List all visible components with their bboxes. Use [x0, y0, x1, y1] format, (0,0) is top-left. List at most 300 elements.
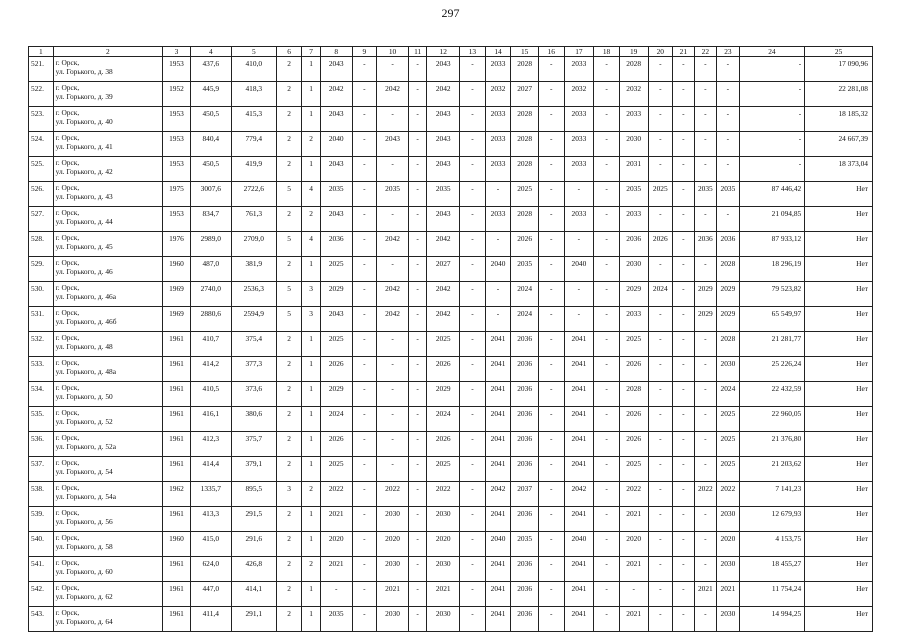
cell-col-23: 2022 — [717, 482, 740, 507]
cell-col-22: 2022 — [694, 482, 717, 507]
cell-col-15: 2028 — [511, 132, 539, 157]
cell-col-8: 2020 — [320, 532, 352, 557]
cell-col-22: 2029 — [694, 307, 717, 332]
cell-col-20: - — [648, 482, 673, 507]
row-number: 527. — [29, 207, 54, 232]
cell-col-23: - — [717, 157, 740, 182]
cell-col-8: - — [320, 582, 352, 607]
cell-col-19: 2030 — [619, 257, 648, 282]
cell-col-11: - — [408, 107, 426, 132]
table-row — [29, 82, 873, 107]
cell-col-18: - — [594, 57, 620, 82]
cell-col-17: - — [564, 282, 594, 307]
cell-col-5: 414,1 — [231, 582, 276, 607]
cell-col-15: 2036 — [511, 582, 539, 607]
cell-col-16: - — [538, 282, 564, 307]
cell-col-13: - — [460, 407, 486, 432]
address-street: ул. Горького, д. 62 — [55, 592, 113, 601]
row-number: 536. — [29, 432, 54, 457]
cell-col-8: 2024 — [320, 407, 352, 432]
cell-col-21: - — [673, 82, 695, 107]
cell-col-16: - — [538, 357, 564, 382]
cell-col-7: 2 — [302, 557, 320, 582]
cell-col-5: 426,8 — [231, 557, 276, 582]
cell-col-8: 2025 — [320, 457, 352, 482]
cell-col-22: - — [694, 357, 717, 382]
cell-col-16: - — [538, 157, 564, 182]
address-city: г. Орск, — [55, 133, 80, 142]
cell-col-17: 2033 — [564, 107, 594, 132]
cell-col-9: - — [352, 507, 377, 532]
table-row — [29, 157, 873, 182]
cell-col-16: - — [538, 482, 564, 507]
cell-col-24: 18 296,19 — [739, 257, 805, 282]
cell-col-10: - — [377, 207, 409, 232]
address-cell — [53, 507, 163, 532]
cell-col-15: 2035 — [511, 532, 539, 557]
cell-col-18: - — [594, 407, 620, 432]
cell-col-9: - — [352, 57, 377, 82]
cell-col-21: - — [673, 182, 695, 207]
row-number: 542. — [29, 582, 54, 607]
cell-col-11: - — [408, 82, 426, 107]
cell-col-22: - — [694, 132, 717, 157]
cell-col-17: - — [564, 182, 594, 207]
cell-col-25: 18 185,32 — [805, 107, 873, 132]
cell-col-5: 418,3 — [231, 82, 276, 107]
cell-col-20: - — [648, 607, 673, 632]
cell-col-7: 1 — [302, 57, 320, 82]
cell-col-8: 2025 — [320, 332, 352, 357]
cell-col-20: - — [648, 257, 673, 282]
table-row — [29, 132, 873, 157]
cell-col-14: 2033 — [485, 132, 511, 157]
cell-col-10: 2042 — [377, 282, 409, 307]
cell-col-24: - — [739, 82, 805, 107]
cell-col-17: 2041 — [564, 332, 594, 357]
table-row — [29, 207, 873, 232]
cell-col-7: 1 — [302, 332, 320, 357]
cell-col-11: - — [408, 457, 426, 482]
table-row — [29, 257, 873, 282]
address-city: г. Орск, — [55, 508, 80, 517]
column-number-row — [29, 47, 873, 57]
cell-col-18: - — [594, 432, 620, 457]
cell-col-19: 2030 — [619, 132, 648, 157]
address-city: г. Орск, — [55, 358, 80, 367]
column-number-9: 9 — [352, 47, 377, 57]
cell-col-4: 3007,6 — [190, 182, 231, 207]
column-number-24: 24 — [739, 47, 805, 57]
cell-col-10: 2021 — [377, 582, 409, 607]
cell-col-13: - — [460, 332, 486, 357]
column-number-7: 7 — [302, 47, 320, 57]
cell-col-8: 2043 — [320, 107, 352, 132]
cell-col-17: 2041 — [564, 382, 594, 407]
cell-col-22: - — [694, 532, 717, 557]
cell-col-4: 437,6 — [190, 57, 231, 82]
address-city: г. Орск, — [55, 608, 80, 617]
cell-col-22: - — [694, 57, 717, 82]
cell-col-9: - — [352, 332, 377, 357]
column-number-19: 19 — [619, 47, 648, 57]
cell-col-7: 2 — [302, 207, 320, 232]
cell-col-23: - — [717, 107, 740, 132]
cell-col-9: - — [352, 432, 377, 457]
column-number-25: 25 — [805, 47, 873, 57]
cell-col-11: - — [408, 57, 426, 82]
cell-col-7: 1 — [302, 407, 320, 432]
cell-col-8: 2026 — [320, 357, 352, 382]
column-number-15: 15 — [511, 47, 539, 57]
cell-col-12: 2043 — [427, 107, 460, 132]
cell-col-24: - — [739, 132, 805, 157]
cell-col-7: 1 — [302, 582, 320, 607]
cell-col-12: 2043 — [427, 207, 460, 232]
cell-col-3: 1976 — [163, 232, 191, 257]
cell-col-19: 2026 — [619, 407, 648, 432]
cell-col-21: - — [673, 307, 695, 332]
cell-col-20: - — [648, 332, 673, 357]
cell-col-16: - — [538, 457, 564, 482]
address-cell — [53, 557, 163, 582]
cell-col-10: 2035 — [377, 182, 409, 207]
cell-col-25: 18 373,04 — [805, 157, 873, 182]
cell-col-4: 445,9 — [190, 82, 231, 107]
cell-col-6: 5 — [276, 232, 302, 257]
cell-col-15: 2036 — [511, 457, 539, 482]
cell-col-4: 487,0 — [190, 257, 231, 282]
cell-col-9: - — [352, 107, 377, 132]
cell-col-24: - — [739, 57, 805, 82]
cell-col-24: 21 203,62 — [739, 457, 805, 482]
cell-col-6: 2 — [276, 82, 302, 107]
cell-col-14: 2041 — [485, 582, 511, 607]
cell-col-21: - — [673, 407, 695, 432]
cell-col-8: 2035 — [320, 607, 352, 632]
cell-col-6: 2 — [276, 382, 302, 407]
cell-col-18: - — [594, 482, 620, 507]
cell-col-17: - — [564, 307, 594, 332]
column-number-5: 5 — [231, 47, 276, 57]
cell-col-17: 2040 — [564, 257, 594, 282]
cell-col-14: 2033 — [485, 207, 511, 232]
address-city: г. Орск, — [55, 533, 80, 542]
address-street: ул. Горького, д. 45 — [55, 242, 113, 251]
cell-col-23: 2030 — [717, 607, 740, 632]
cell-col-15: 2035 — [511, 257, 539, 282]
cell-col-10: 2030 — [377, 507, 409, 532]
address-cell — [53, 482, 163, 507]
cell-col-9: - — [352, 132, 377, 157]
cell-col-10: - — [377, 57, 409, 82]
cell-col-13: - — [460, 582, 486, 607]
address-city: г. Орск, — [55, 108, 80, 117]
cell-col-18: - — [594, 82, 620, 107]
cell-col-24: 18 455,27 — [739, 557, 805, 582]
cell-col-22: - — [694, 457, 717, 482]
cell-col-17: 2032 — [564, 82, 594, 107]
column-number-6: 6 — [276, 47, 302, 57]
cell-col-5: 375,4 — [231, 332, 276, 357]
cell-col-8: 2043 — [320, 57, 352, 82]
cell-col-13: - — [460, 382, 486, 407]
address-cell — [53, 432, 163, 457]
cell-col-14: - — [485, 282, 511, 307]
cell-col-17: 2041 — [564, 507, 594, 532]
cell-col-25: Нет — [805, 557, 873, 582]
cell-col-7: 4 — [302, 182, 320, 207]
cell-col-19: 2035 — [619, 182, 648, 207]
cell-col-9: - — [352, 557, 377, 582]
table-row — [29, 382, 873, 407]
table-row — [29, 307, 873, 332]
cell-col-17: 2033 — [564, 207, 594, 232]
cell-col-21: - — [673, 157, 695, 182]
cell-col-15: 2036 — [511, 332, 539, 357]
column-number-21: 21 — [673, 47, 695, 57]
cell-col-8: 2029 — [320, 382, 352, 407]
cell-col-24: 21 281,77 — [739, 332, 805, 357]
cell-col-24: 21 094,85 — [739, 207, 805, 232]
cell-col-24: - — [739, 107, 805, 132]
cell-col-3: 1953 — [163, 157, 191, 182]
table-row — [29, 332, 873, 357]
cell-col-11: - — [408, 582, 426, 607]
cell-col-25: Нет — [805, 332, 873, 357]
column-number-3: 3 — [163, 47, 191, 57]
address-street: ул. Горького, д. 43 — [55, 192, 113, 201]
address-city: г. Орск, — [55, 558, 80, 567]
cell-col-18: - — [594, 257, 620, 282]
cell-col-24: 87 446,42 — [739, 182, 805, 207]
cell-col-11: - — [408, 507, 426, 532]
cell-col-14: - — [485, 307, 511, 332]
cell-col-8: 2021 — [320, 557, 352, 582]
cell-col-16: - — [538, 557, 564, 582]
cell-col-13: - — [460, 157, 486, 182]
cell-col-5: 291,6 — [231, 532, 276, 557]
cell-col-18: - — [594, 532, 620, 557]
cell-col-18: - — [594, 132, 620, 157]
address-cell — [53, 82, 163, 107]
address-street: ул. Горького, д. 52 — [55, 417, 113, 426]
cell-col-18: - — [594, 507, 620, 532]
address-city: г. Орск, — [55, 433, 80, 442]
cell-col-5: 2594,9 — [231, 307, 276, 332]
cell-col-5: 377,3 — [231, 357, 276, 382]
cell-col-10: 2043 — [377, 132, 409, 157]
cell-col-9: - — [352, 382, 377, 407]
address-city: г. Орск, — [55, 333, 80, 342]
cell-col-18: - — [594, 282, 620, 307]
cell-col-22: 2029 — [694, 282, 717, 307]
cell-col-20: - — [648, 357, 673, 382]
cell-col-21: - — [673, 332, 695, 357]
cell-col-25: Нет — [805, 207, 873, 232]
cell-col-14: 2040 — [485, 257, 511, 282]
cell-col-15: 2036 — [511, 557, 539, 582]
cell-col-20: - — [648, 532, 673, 557]
cell-col-23: 2028 — [717, 257, 740, 282]
cell-col-25: 22 281,08 — [805, 82, 873, 107]
cell-col-3: 1952 — [163, 82, 191, 107]
cell-col-14: 2042 — [485, 482, 511, 507]
cell-col-7: 1 — [302, 532, 320, 557]
cell-col-20: - — [648, 82, 673, 107]
address-street: ул. Горького, д. 46а — [55, 292, 116, 301]
cell-col-4: 447,0 — [190, 582, 231, 607]
cell-col-3: 1953 — [163, 207, 191, 232]
address-cell — [53, 532, 163, 557]
cell-col-16: - — [538, 257, 564, 282]
cell-col-20: - — [648, 157, 673, 182]
cell-col-18: - — [594, 582, 620, 607]
cell-col-3: 1961 — [163, 557, 191, 582]
address-cell — [53, 407, 163, 432]
cell-col-4: 450,5 — [190, 107, 231, 132]
column-number-18: 18 — [594, 47, 620, 57]
address-street: ул. Горького, д. 48а — [55, 367, 116, 376]
address-city: г. Орск, — [55, 458, 80, 467]
cell-col-20: - — [648, 507, 673, 532]
cell-col-11: - — [408, 282, 426, 307]
cell-col-3: 1962 — [163, 482, 191, 507]
cell-col-5: 2536,3 — [231, 282, 276, 307]
page-number: 297 — [441, 6, 460, 20]
cell-col-19: 2033 — [619, 307, 648, 332]
column-number-10: 10 — [377, 47, 409, 57]
cell-col-8: 2025 — [320, 257, 352, 282]
cell-col-12: 2030 — [427, 557, 460, 582]
cell-col-4: 624,0 — [190, 557, 231, 582]
address-street: ул. Горького, д. 40 — [55, 117, 113, 126]
cell-col-14: 2032 — [485, 82, 511, 107]
cell-col-13: - — [460, 357, 486, 382]
cell-col-8: 2021 — [320, 507, 352, 532]
cell-col-7: 1 — [302, 507, 320, 532]
column-number-14: 14 — [485, 47, 511, 57]
cell-col-6: 2 — [276, 582, 302, 607]
address-cell — [53, 182, 163, 207]
cell-col-4: 415,0 — [190, 532, 231, 557]
cell-col-7: 3 — [302, 282, 320, 307]
cell-col-12: 2043 — [427, 157, 460, 182]
row-number: 529. — [29, 257, 54, 282]
cell-col-24: 79 523,82 — [739, 282, 805, 307]
cell-col-19: 2021 — [619, 507, 648, 532]
address-city: г. Орск, — [55, 483, 80, 492]
table-row — [29, 407, 873, 432]
cell-col-5: 415,3 — [231, 107, 276, 132]
table-row — [29, 57, 873, 82]
cell-col-12: 2043 — [427, 57, 460, 82]
cell-col-24: - — [739, 157, 805, 182]
cell-col-22: - — [694, 82, 717, 107]
address-street: ул. Горького, д. 46б — [55, 317, 117, 326]
address-city: г. Орск, — [55, 158, 80, 167]
column-number-20: 20 — [648, 47, 673, 57]
cell-col-12: 2027 — [427, 257, 460, 282]
cell-col-9: - — [352, 607, 377, 632]
cell-col-14: 2041 — [485, 507, 511, 532]
cell-col-24: 14 994,25 — [739, 607, 805, 632]
table-row — [29, 282, 873, 307]
cell-col-5: 380,6 — [231, 407, 276, 432]
cell-col-22: 2021 — [694, 582, 717, 607]
cell-col-5: 2722,6 — [231, 182, 276, 207]
cell-col-17: 2041 — [564, 457, 594, 482]
cell-col-19: 2020 — [619, 532, 648, 557]
cell-col-21: - — [673, 207, 695, 232]
cell-col-10: - — [377, 157, 409, 182]
cell-col-15: 2036 — [511, 382, 539, 407]
cell-col-16: - — [538, 382, 564, 407]
cell-col-7: 1 — [302, 82, 320, 107]
cell-col-14: 2041 — [485, 432, 511, 457]
cell-col-16: - — [538, 182, 564, 207]
cell-col-25: Нет — [805, 282, 873, 307]
column-number-23: 23 — [717, 47, 740, 57]
cell-col-20: 2026 — [648, 232, 673, 257]
cell-col-21: - — [673, 607, 695, 632]
address-street: ул. Горького, д. 41 — [55, 142, 113, 151]
cell-col-19: 2022 — [619, 482, 648, 507]
cell-col-15: 2036 — [511, 357, 539, 382]
row-number: 523. — [29, 107, 54, 132]
cell-col-3: 1969 — [163, 307, 191, 332]
table-row — [29, 107, 873, 132]
cell-col-9: - — [352, 82, 377, 107]
cell-col-16: - — [538, 582, 564, 607]
row-number: 543. — [29, 607, 54, 632]
address-city: г. Орск, — [55, 258, 80, 267]
cell-col-18: - — [594, 332, 620, 357]
cell-col-15: 2028 — [511, 57, 539, 82]
cell-col-3: 1961 — [163, 432, 191, 457]
cell-col-19: 2031 — [619, 157, 648, 182]
cell-col-18: - — [594, 207, 620, 232]
cell-col-25: Нет — [805, 382, 873, 407]
address-cell — [53, 282, 163, 307]
address-city: г. Орск, — [55, 408, 80, 417]
cell-col-9: - — [352, 457, 377, 482]
cell-col-4: 410,7 — [190, 332, 231, 357]
cell-col-13: - — [460, 607, 486, 632]
cell-col-4: 450,5 — [190, 157, 231, 182]
cell-col-8: 2035 — [320, 182, 352, 207]
cell-col-25: Нет — [805, 482, 873, 507]
cell-col-23: - — [717, 57, 740, 82]
cell-col-11: - — [408, 132, 426, 157]
address-street: ул. Горького, д. 54а — [55, 492, 116, 501]
cell-col-19: 2033 — [619, 207, 648, 232]
cell-col-4: 414,2 — [190, 357, 231, 382]
cell-col-23: 2030 — [717, 557, 740, 582]
table-row — [29, 607, 873, 632]
cell-col-24: 11 754,24 — [739, 582, 805, 607]
cell-col-6: 2 — [276, 332, 302, 357]
cell-col-15: 2036 — [511, 607, 539, 632]
cell-col-4: 2989,0 — [190, 232, 231, 257]
cell-col-18: - — [594, 157, 620, 182]
cell-col-9: - — [352, 257, 377, 282]
cell-col-22: - — [694, 432, 717, 457]
cell-col-21: - — [673, 532, 695, 557]
cell-col-8: 2043 — [320, 207, 352, 232]
cell-col-7: 1 — [302, 607, 320, 632]
cell-col-17: 2033 — [564, 132, 594, 157]
